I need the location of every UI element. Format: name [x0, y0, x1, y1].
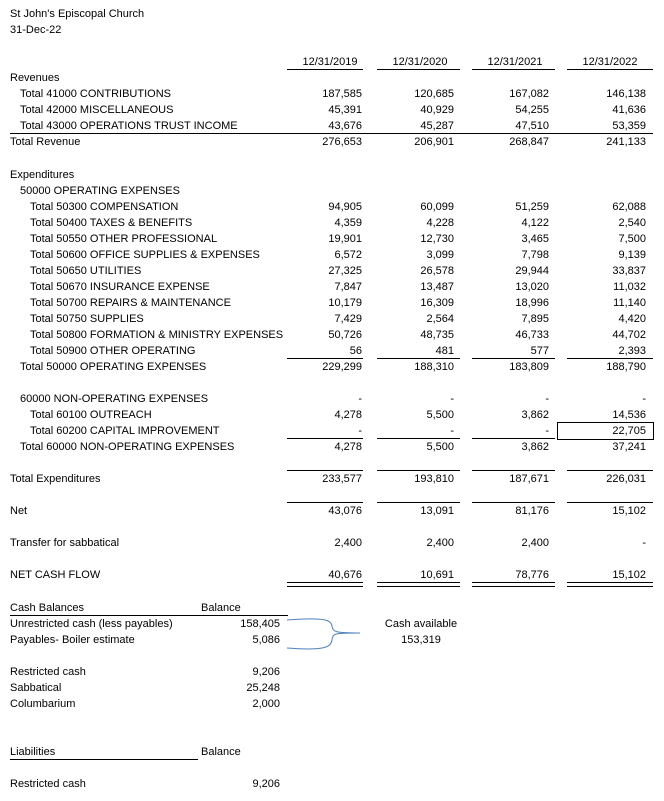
- subtotal-rule: [377, 502, 460, 503]
- bracket-icon: [285, 614, 375, 654]
- operating-total-value: 188,790: [606, 361, 646, 373]
- total-revenue-value: 241,133: [606, 136, 646, 148]
- transfer-value: 2,400: [334, 537, 362, 549]
- row-value: 26,578: [420, 265, 454, 277]
- operating-total-label: Total 50000 OPERATING EXPENSES: [20, 361, 207, 373]
- total-expenditures-label: Total Expenditures: [10, 473, 101, 485]
- subtotal-rule: [287, 358, 363, 359]
- balance-row-value: 2,000: [252, 698, 280, 710]
- transfer-value: -: [642, 537, 646, 549]
- row-value: 146,138: [606, 88, 646, 100]
- row-value: 2,540: [618, 217, 646, 229]
- row-label: Total 60100 OUTREACH: [30, 409, 152, 421]
- subtotal-rule: [567, 358, 653, 359]
- subtotal-rule: [287, 438, 363, 439]
- row-label: Total 50670 INSURANCE EXPENSE: [30, 281, 210, 293]
- row-label: Total 50600 OFFICE SUPPLIES & EXPENSES: [30, 249, 260, 261]
- row-value: 7,429: [334, 313, 362, 325]
- non-operating-total-label: Total 60000 NON-OPERATING EXPENSES: [20, 441, 235, 453]
- row-value: 481: [435, 345, 454, 357]
- row-value: 16,309: [420, 297, 454, 309]
- double-underline: [472, 582, 555, 587]
- row-value: 7,847: [334, 281, 362, 293]
- total-revenue-value: 276,653: [322, 136, 362, 148]
- transfer-value: 2,400: [521, 537, 549, 549]
- cash-available-label: Cash available: [384, 618, 458, 630]
- column-header-2022: 12/31/2022: [582, 56, 638, 68]
- subtotal-rule: [377, 358, 460, 359]
- cash-available-value: 153,319: [401, 634, 441, 646]
- balance-column-label: Balance: [201, 746, 241, 758]
- org-name: St John's Episcopal Church: [10, 8, 145, 20]
- double-underline: [377, 582, 460, 587]
- balance-row-value: 158,405: [240, 618, 280, 630]
- total-expenditures-value: 193,810: [414, 473, 454, 485]
- row-label: Total 50650 UTILITIES: [30, 265, 142, 277]
- row-label: Total 50750 SUPPLIES: [30, 313, 144, 325]
- row-label: Total 50400 TAXES & BENEFITS: [30, 217, 193, 229]
- total-revenue-value: 268,847: [509, 136, 549, 148]
- column-header-underline: [472, 69, 555, 70]
- row-value: 43,676: [328, 120, 362, 132]
- total-expenditures-value: 233,577: [322, 473, 362, 485]
- row-value: 44,702: [612, 329, 646, 341]
- row-value: 3,465: [521, 233, 549, 245]
- subtotal-rule: [472, 470, 555, 471]
- row-value: 48,735: [420, 329, 454, 341]
- net-value: 15,102: [612, 505, 646, 517]
- row-value: 7,895: [521, 313, 549, 325]
- liabilities-heading: Liabilities: [10, 746, 56, 758]
- row-value: 6,572: [334, 249, 362, 261]
- row-label: Total 60200 CAPITAL IMPROVEMENT: [30, 425, 220, 437]
- row-value: 41,636: [612, 104, 646, 116]
- row-value: 4,420: [618, 313, 646, 325]
- row-value: 56: [349, 345, 362, 357]
- cash-balances-rule: [10, 615, 288, 616]
- net-cash-flow-label: NET CASH FLOW: [10, 569, 101, 581]
- row-label: Total 42000 MISCELLANEOUS: [20, 104, 174, 116]
- non-operating-total-value: 4,278: [334, 441, 362, 453]
- liability-row-value: 9,206: [252, 778, 280, 790]
- row-value: 3,862: [521, 409, 549, 421]
- row-value: -: [450, 425, 454, 437]
- subtotal-rule: [567, 470, 653, 471]
- row-value: 53,359: [612, 120, 646, 132]
- balance-column-label: Balance: [201, 602, 241, 614]
- row-value: 22,705: [612, 425, 646, 437]
- double-underline: [287, 582, 363, 587]
- report-date: 31-Dec-22: [10, 24, 62, 36]
- row-value: 40,929: [420, 104, 454, 116]
- row-value: 45,391: [328, 104, 362, 116]
- row-value: 2,393: [618, 345, 646, 357]
- column-header-2021: 12/31/2021: [487, 56, 543, 68]
- row-label: Total 50800 FORMATION & MINISTRY EXPENSES: [30, 329, 284, 341]
- non-operating-total-value: 3,862: [521, 441, 549, 453]
- balance-row-label: Unrestricted cash (less payables): [10, 618, 173, 630]
- row-value: -: [450, 393, 454, 405]
- row-value: 7,798: [521, 249, 549, 261]
- row-value: -: [545, 393, 549, 405]
- subtotal-rule: [377, 438, 460, 439]
- row-value: 45,287: [420, 120, 454, 132]
- row-label: Total 50550 OTHER PROFESSIONAL: [30, 233, 218, 245]
- row-value: 9,139: [618, 249, 646, 261]
- non-operating-total-value: 5,500: [426, 441, 454, 453]
- subtotal-rule: [287, 470, 363, 471]
- net-cash-flow-value: 40,676: [328, 569, 362, 581]
- row-value: 120,685: [414, 88, 454, 100]
- row-value: 27,325: [328, 265, 362, 277]
- transfer-label: Transfer for sabbatical: [10, 537, 120, 549]
- row-value: 4,228: [426, 217, 454, 229]
- balance-row-label: Restricted cash: [10, 666, 86, 678]
- column-header-underline: [287, 69, 363, 70]
- operating-expenses-heading: 50000 OPERATING EXPENSES: [20, 185, 180, 197]
- row-value: 29,944: [515, 265, 549, 277]
- balance-row-label: Columbarium: [10, 698, 76, 710]
- highlight-box: [557, 422, 654, 440]
- row-value: 4,278: [334, 409, 362, 421]
- operating-total-value: 229,299: [322, 361, 362, 373]
- row-value: 62,088: [612, 201, 646, 213]
- row-value: 3,099: [426, 249, 454, 261]
- row-value: -: [642, 393, 646, 405]
- subtotal-rule: [287, 502, 363, 503]
- subtotal-rule: [567, 502, 653, 503]
- row-value: 19,901: [328, 233, 362, 245]
- row-value: 5,500: [426, 409, 454, 421]
- row-value: 50,726: [328, 329, 362, 341]
- row-value: 18,996: [515, 297, 549, 309]
- balance-row-value: 9,206: [252, 666, 280, 678]
- row-label: Total 50900 OTHER OPERATING: [30, 345, 196, 357]
- liability-row-label: Restricted cash: [10, 778, 86, 790]
- net-value: 43,076: [328, 505, 362, 517]
- row-value: 13,020: [515, 281, 549, 293]
- row-value: 60,099: [420, 201, 454, 213]
- balance-row-value: 5,086: [252, 634, 280, 646]
- operating-total-value: 188,310: [414, 361, 454, 373]
- net-cash-flow-value: 15,102: [612, 569, 646, 581]
- row-value: 46,733: [515, 329, 549, 341]
- row-value: 187,585: [322, 88, 362, 100]
- row-value: 2,564: [426, 313, 454, 325]
- total-revenue-rule: [10, 133, 653, 134]
- row-value: 4,359: [334, 217, 362, 229]
- liabilities-rule: [10, 759, 198, 760]
- row-value: -: [545, 425, 549, 437]
- column-header-2019: 12/31/2019: [302, 56, 358, 68]
- expenditures-heading: Expenditures: [10, 169, 75, 181]
- row-value: 12,730: [420, 233, 454, 245]
- row-label: Total 50700 REPAIRS & MAINTENANCE: [30, 297, 231, 309]
- double-underline: [567, 582, 653, 587]
- row-value: 47,510: [515, 120, 549, 132]
- row-value: 4,122: [521, 217, 549, 229]
- non-operating-heading: 60000 NON-OPERATING EXPENSES: [20, 393, 209, 405]
- row-label: Total 43000 OPERATIONS TRUST INCOME: [20, 120, 238, 132]
- subtotal-rule: [472, 438, 555, 439]
- row-value: 94,905: [328, 201, 362, 213]
- net-cash-flow-value: 10,691: [420, 569, 454, 581]
- row-value: 11,140: [613, 297, 646, 309]
- cash-balances-heading: Cash Balances: [10, 602, 84, 614]
- row-value: 577: [530, 345, 549, 357]
- row-value: 14,536: [612, 409, 646, 421]
- row-label: Total 41000 CONTRIBUTIONS: [20, 88, 171, 100]
- total-revenue-value: 206,901: [414, 136, 454, 148]
- balance-row-label: Sabbatical: [10, 682, 62, 694]
- subtotal-rule: [472, 502, 555, 503]
- row-value: -: [358, 393, 362, 405]
- transfer-value: 2,400: [426, 537, 454, 549]
- row-value: 33,837: [612, 265, 646, 277]
- row-value: 167,082: [509, 88, 549, 100]
- row-value: 11,032: [613, 281, 646, 293]
- subtotal-rule: [472, 358, 555, 359]
- net-label: Net: [10, 505, 28, 517]
- row-label: Total 50300 COMPENSATION: [30, 201, 179, 213]
- net-cash-flow-value: 78,776: [515, 569, 549, 581]
- net-value: 81,176: [515, 505, 549, 517]
- row-value: 13,487: [420, 281, 454, 293]
- total-revenue-label: Total Revenue: [10, 136, 81, 148]
- total-expenditures-value: 187,671: [509, 473, 549, 485]
- net-value: 13,091: [420, 505, 454, 517]
- balance-row-value: 25,248: [246, 682, 280, 694]
- revenues-heading: Revenues: [10, 72, 60, 84]
- total-expenditures-value: 226,031: [606, 473, 646, 485]
- column-header-underline: [377, 69, 460, 70]
- row-value: 54,255: [515, 104, 549, 116]
- subtotal-rule: [377, 470, 460, 471]
- column-header-2020: 12/31/2020: [392, 56, 448, 68]
- row-value: -: [358, 425, 362, 437]
- non-operating-total-value: 37,241: [612, 441, 646, 453]
- row-value: 7,500: [618, 233, 646, 245]
- row-value: 51,259: [515, 201, 549, 213]
- row-value: 10,179: [328, 297, 362, 309]
- column-header-underline: [567, 69, 653, 70]
- operating-total-value: 183,809: [509, 361, 549, 373]
- balance-row-label: Payables- Boiler estimate: [10, 634, 135, 646]
